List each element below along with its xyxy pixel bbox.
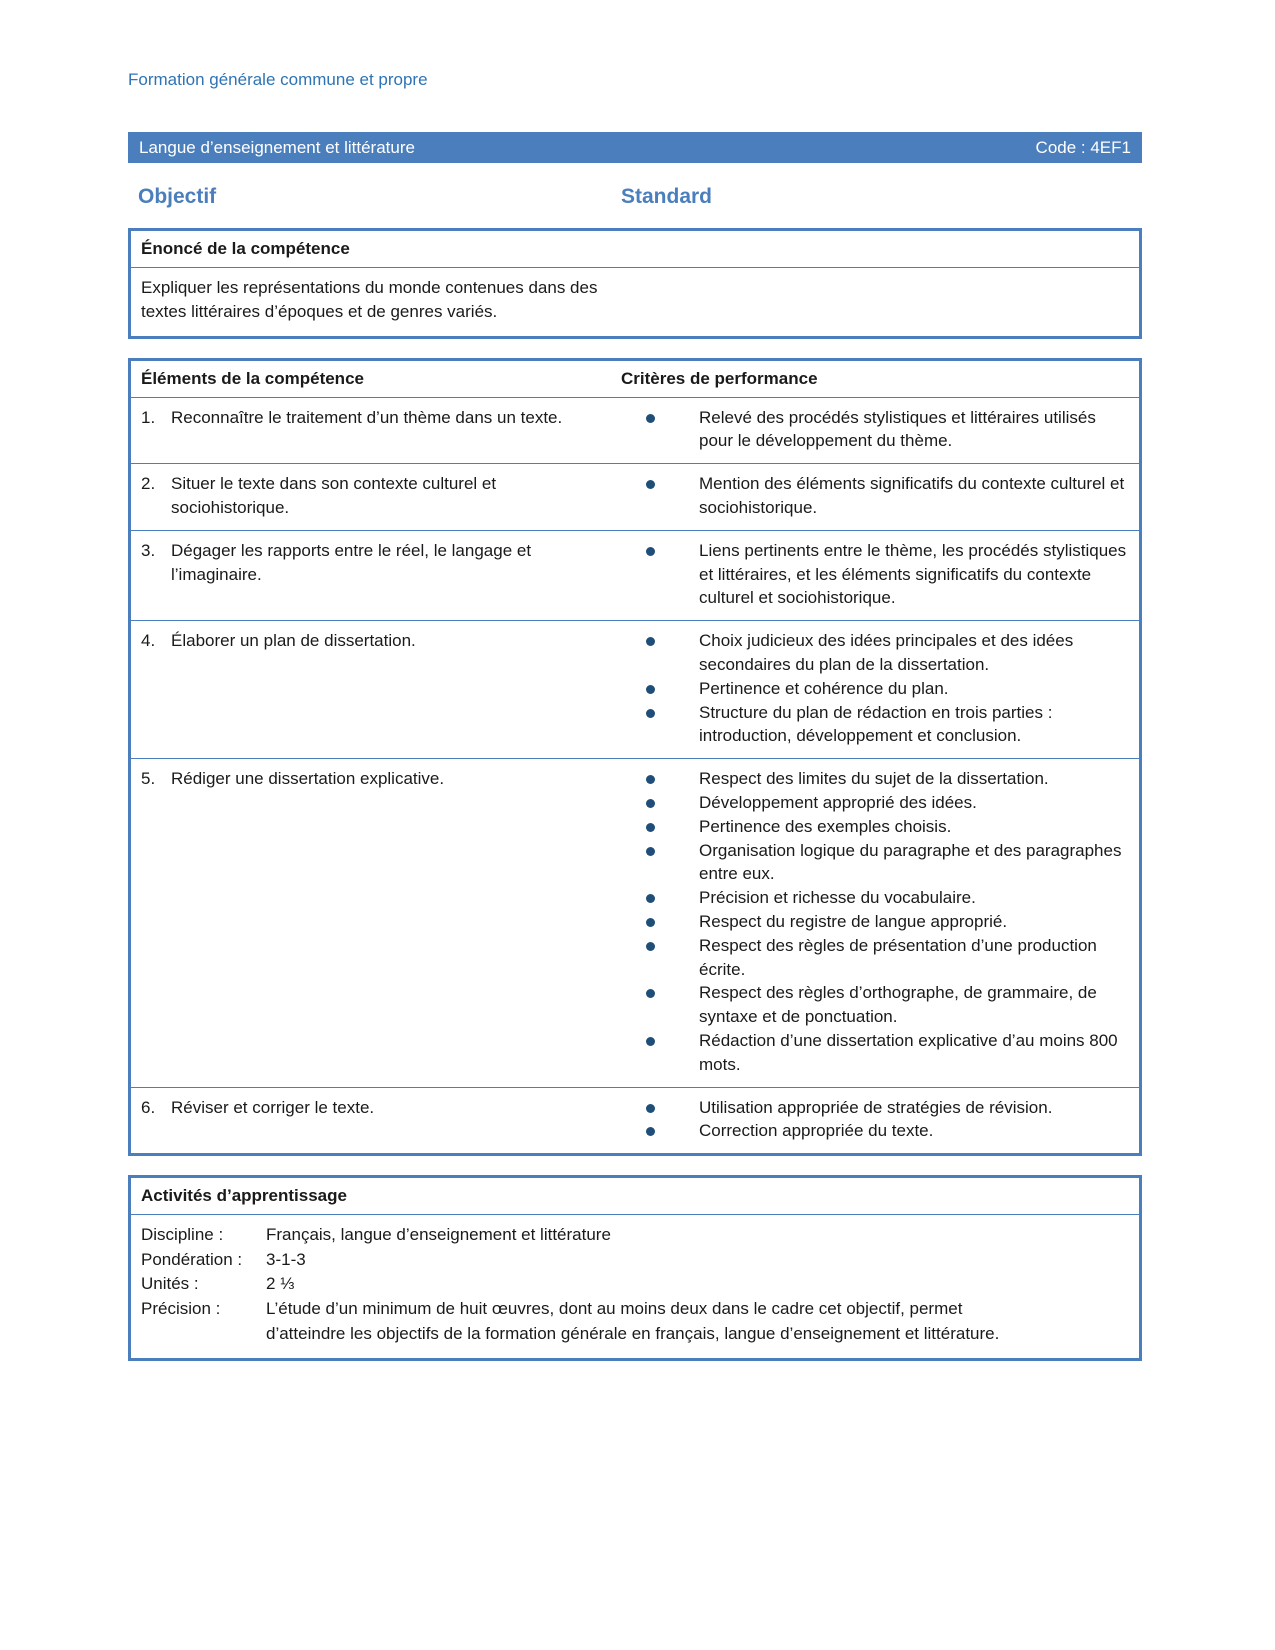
- criterion-text: Précision et richesse du vocabulaire.: [699, 888, 976, 908]
- table-row: [131, 1088, 1139, 1154]
- bullet-icon: [646, 823, 655, 832]
- element-text: Reconnaître le traitement d’un thème dans un texte.: [171, 407, 563, 427]
- criteria-cell: [611, 1088, 1139, 1154]
- enonce-text: Expliquer les représentations du monde contenues dans des textes littéraires d’époques et de genres variés.: [141, 278, 598, 321]
- bullet-icon: [646, 847, 655, 856]
- criteria-cell: [611, 531, 1139, 620]
- table-row: [131, 464, 1139, 531]
- criterion-item: [611, 839, 1129, 887]
- competence-rows: [131, 398, 1139, 1154]
- enonce-box-header: Énoncé de la compétence: [131, 231, 1139, 268]
- competence-table: [128, 358, 1142, 1157]
- criterion-item: [611, 791, 1129, 815]
- bullet-icon: [646, 775, 655, 784]
- activites-field-label: Discipline :: [141, 1225, 224, 1245]
- criterion-item: [611, 701, 1129, 749]
- enonce-box-body: [131, 268, 1139, 336]
- criteria-cell: [611, 398, 1139, 464]
- elements-column-header: Éléments de la compétence: [141, 368, 364, 388]
- criterion-text: Choix judicieux des idées principales et des idées secondaires du plan de la dissertation.: [699, 631, 1074, 674]
- table-header-row: [131, 361, 1139, 398]
- element-number: 1.: [141, 407, 156, 427]
- criterion-item: [611, 539, 1129, 610]
- criterion-text: Développement approprié des idées.: [699, 792, 977, 812]
- enonce-box: [128, 228, 1142, 339]
- criterion-text: Respect du registre de langue approprié.: [699, 911, 1008, 931]
- criterion-item: [611, 815, 1129, 839]
- criterion-item: [611, 406, 1129, 454]
- title-bar-subject: Langue d’enseignement et littérature: [139, 137, 415, 157]
- criterion-text: Respect des limites du sujet de la dissertation.: [699, 769, 1049, 789]
- criterion-text: Utilisation appropriée de stratégies de révision.: [699, 1097, 1053, 1117]
- element-text: Dégager les rapports entre le réel, le langage et l’imaginaire.: [171, 540, 532, 584]
- criterion-item: [611, 1096, 1129, 1120]
- criterion-item: [611, 1029, 1129, 1077]
- bullet-icon: [646, 709, 655, 718]
- criterion-item: [611, 981, 1129, 1029]
- bullet-icon: [646, 1127, 655, 1136]
- criterion-item: [611, 886, 1129, 910]
- objectif-heading: Objectif: [138, 185, 217, 208]
- bullet-icon: [646, 480, 655, 489]
- element-text: Élaborer un plan de dissertation.: [171, 631, 416, 651]
- bullet-icon: [646, 685, 655, 694]
- bullet-icon: [646, 637, 655, 646]
- criterion-text: Respect des règles de présentation d’une production écrite.: [699, 935, 1097, 979]
- criterion-item: [611, 472, 1129, 520]
- activites-field-label: Unités :: [141, 1274, 199, 1294]
- element-text: Réviser et corriger le texte.: [171, 1097, 375, 1117]
- table-row: [131, 621, 1139, 759]
- element-cell: [131, 398, 611, 464]
- criteria-cell: [611, 759, 1139, 1086]
- activites-fields: [131, 1215, 1139, 1358]
- criterion-text: Organisation logique du paragraphe et des paragraphes entre eux.: [699, 840, 1122, 884]
- element-number: 3.: [141, 540, 156, 560]
- criterion-text: Mention des éléments significatifs du contexte culturel et sociohistorique.: [699, 474, 1125, 517]
- activites-field-value: 3-1-3: [266, 1249, 306, 1269]
- bullet-icon: [646, 1104, 655, 1113]
- activites-box: [128, 1175, 1142, 1361]
- criterion-item: [611, 934, 1129, 982]
- table-row: [131, 759, 1139, 1087]
- criterion-item: [611, 910, 1129, 934]
- element-cell: [131, 464, 611, 530]
- table-row: [131, 398, 1139, 465]
- title-bar-code: Code : 4EF1: [1035, 137, 1131, 157]
- table-row: [131, 531, 1139, 621]
- criterion-text: Pertinence et cohérence du plan.: [699, 678, 949, 698]
- criterion-text: Structure du plan de rédaction en trois parties : introduction, développement et conclusion.: [699, 702, 1053, 746]
- criterion-text: Respect des règles d’orthographe, de grammaire, de syntaxe et de ponctuation.: [699, 983, 1097, 1027]
- activites-field: [141, 1297, 1129, 1346]
- element-number: 2.: [141, 474, 156, 494]
- element-number: 6.: [141, 1097, 156, 1117]
- activites-field-value: L’étude d’un minimum de huit œuvres, dont au moins deux dans le cadre cet objectif, permet d’atteindre les objectifs de la formation générale en français, langue d’enseignement et littérature.: [266, 1299, 1000, 1343]
- bullet-icon: [646, 894, 655, 903]
- bullet-icon: [646, 799, 655, 808]
- activites-field-value: Français, langue d’enseignement et littérature: [266, 1225, 611, 1245]
- criterion-text: Rédaction d’une dissertation explicative d’au moins 800 mots.: [699, 1030, 1118, 1074]
- criterion-item: [611, 677, 1129, 701]
- bullet-icon: [646, 414, 655, 423]
- activites-field: [141, 1223, 1129, 1248]
- element-cell: [131, 759, 611, 1086]
- criterion-text: Relevé des procédés stylistiques et littéraires utilisés pour le développement du thème.: [699, 407, 1096, 451]
- bullet-icon: [646, 918, 655, 927]
- criteres-column-header: Critères de performance: [621, 368, 818, 388]
- criterion-item: [611, 629, 1129, 677]
- criterion-text: Liens pertinents entre le thème, les procédés stylistiques et littéraires, et les éléments significatifs du contexte culturel et sociohistorique.: [699, 540, 1127, 608]
- activites-box-header: Activités d’apprentissage: [131, 1178, 1139, 1215]
- criteria-cell: [611, 464, 1139, 530]
- criterion-item: [611, 1119, 1129, 1143]
- element-number: 5.: [141, 769, 156, 789]
- bullet-icon: [646, 547, 655, 556]
- bullet-icon: [646, 942, 655, 951]
- element-number: 4.: [141, 631, 156, 651]
- standard-heading: Standard: [621, 185, 713, 208]
- element-text: Situer le texte dans son contexte culturel et sociohistorique.: [171, 474, 497, 517]
- criterion-item: [611, 767, 1129, 791]
- activites-field: [141, 1272, 1129, 1297]
- element-cell: [131, 1088, 611, 1154]
- bullet-icon: [646, 1037, 655, 1046]
- criterion-text: Pertinence des exemples choisis.: [699, 816, 952, 836]
- activites-field: [141, 1248, 1129, 1273]
- activites-field-value: 2 ⅓: [266, 1274, 295, 1294]
- element-text: Rédiger une dissertation explicative.: [171, 769, 445, 789]
- activites-field-label: Pondération :: [141, 1249, 243, 1269]
- element-cell: [131, 621, 611, 758]
- element-cell: [131, 531, 611, 620]
- title-bar: [128, 132, 1142, 163]
- bullet-icon: [646, 989, 655, 998]
- page-header-label: Formation générale commune et propre: [128, 70, 428, 89]
- section-headings: [128, 185, 1142, 209]
- criterion-text: Correction appropriée du texte.: [699, 1121, 934, 1141]
- criteria-cell: [611, 621, 1139, 758]
- activites-field-label: Précision :: [141, 1299, 221, 1319]
